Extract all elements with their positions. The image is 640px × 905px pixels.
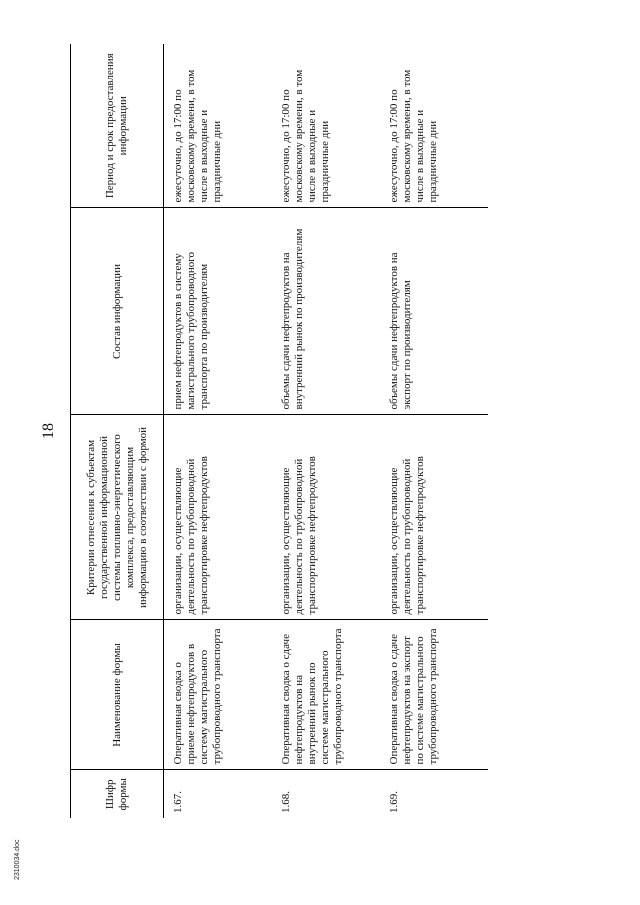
document-file-id: 2310034.doc xyxy=(14,839,21,880)
table-row xyxy=(272,44,380,818)
cell-composition: объемы сдачи нефтепродуктов на внутренний рынок по производителям xyxy=(272,208,380,415)
header-name: Наименование формы xyxy=(71,620,164,770)
table-row xyxy=(380,44,488,818)
header-composition: Состав информации xyxy=(71,208,164,415)
cell-period: ежесуточно, до 17:00 по московскому времени, в том числе в выходные и праздничные дни xyxy=(272,44,380,208)
cell-code: 1.69. xyxy=(388,791,400,813)
cell-period: ежесуточно, до 17:00 по московскому времени, в том числе в выходные и праздничные дни xyxy=(164,44,273,208)
cell-name: Оперативная сводка о приеме нефтепродуктов в систему магистрального трубопроводного транспорта xyxy=(164,620,273,770)
header-code: Шифр формы xyxy=(71,770,164,818)
cell-composition: прием нефтепродуктов в систему магистрального трубопроводного транспорта по производителям xyxy=(164,208,273,415)
cell-period: ежесуточно, до 17:00 по московскому времени, в том числе в выходные и праздничные дни xyxy=(380,44,488,208)
header-criteria: Критерии отнесения к субъектам государственной информационной системы топливно-энергетического комплекса, предоставляющим информацию в соответствии с формой xyxy=(71,415,164,620)
cell-criteria: организации, осуществляющие деятельность по трубопроводной транспортировке нефтепродуктов xyxy=(164,415,273,620)
forms-table xyxy=(70,44,488,818)
cell-criteria: организации, осуществляющие деятельность по трубопроводной транспортировке нефтепродуктов xyxy=(272,415,380,620)
rotated-document-page xyxy=(40,44,585,818)
table-row xyxy=(164,44,273,818)
cell-code: 1.67. xyxy=(172,791,184,813)
header-period: Период и срок предоставления информации xyxy=(71,44,164,208)
page-number: 18 xyxy=(40,423,57,439)
cell-composition: объемы сдачи нефтепродуктов на экспорт по производителям xyxy=(380,208,488,415)
cell-name: Оперативная сводка о сдаче нефтепродуктов на экспорт по системе магистрального трубопроводного транспорта xyxy=(380,620,488,770)
table-header-row xyxy=(71,44,164,818)
cell-code: 1.68. xyxy=(280,791,292,813)
cell-criteria: организации, осуществляющие деятельность по трубопроводной транспортировке нефтепродуктов xyxy=(380,415,488,620)
cell-name: Оперативная сводка о сдаче нефтепродуктов на внутренний рынок по системе магистрального трубопроводного транспорта xyxy=(272,620,380,770)
